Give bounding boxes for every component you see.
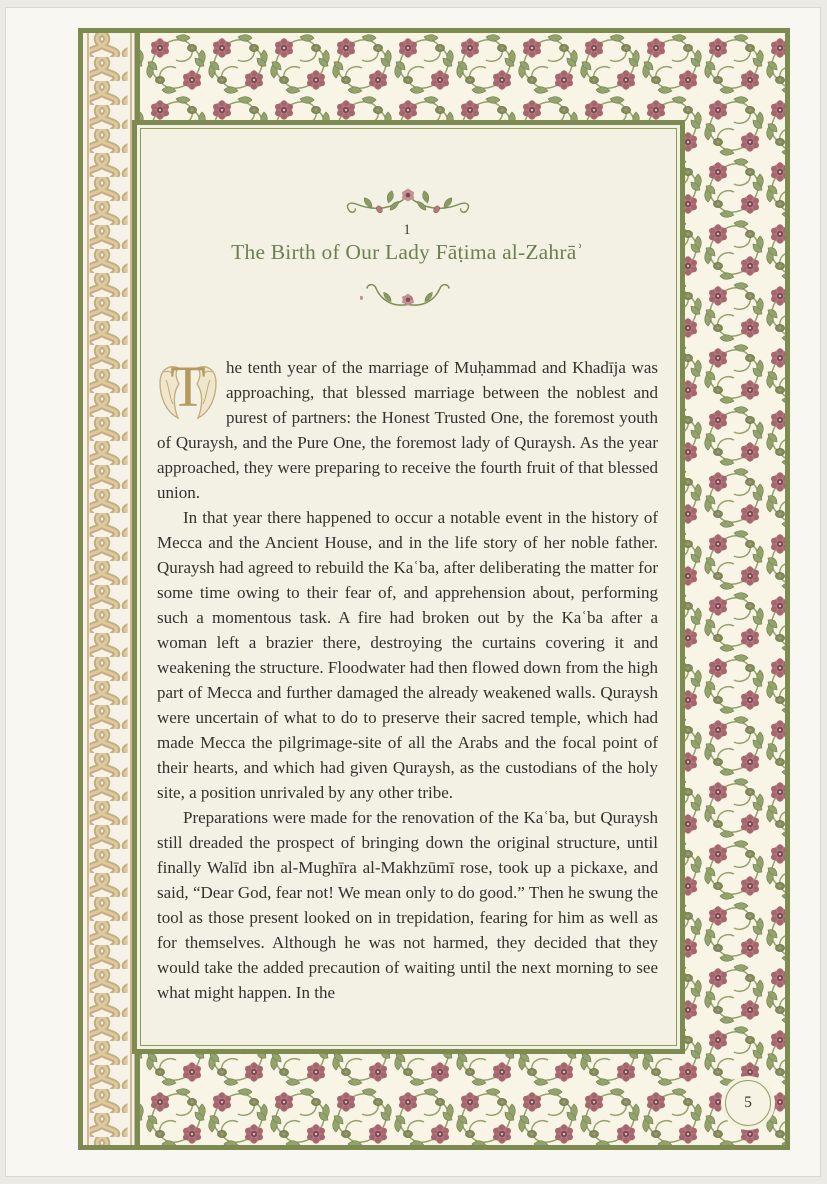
- page-number-badge: [725, 1080, 771, 1126]
- text-panel-inner-rule: [140, 128, 677, 1046]
- drop-cap-letter: T: [170, 354, 206, 419]
- body-text: [157, 355, 658, 1005]
- floral-spray-small-icon: [360, 281, 456, 311]
- paragraph: [157, 355, 658, 505]
- page-number: 5: [744, 1094, 752, 1111]
- book-page: [5, 7, 821, 1177]
- floral-spray-icon: [333, 187, 483, 221]
- paragraph: Preparations were made for the renovation of the Kaʿba, but Quraysh still dreaded the prospect of bringing down the original structure, until finally Walīd ibn al-Mughīra al-Makhzūmī rose, took up a pickaxe, and said, “Dear God, fear not! We mean only to do good.” Then he swung the tool as those present looked on in trepidation, fearing for him as well as for themselves. Although he was not harmed, they decided that they would take the added precaution of waiting until the next morning to see what might happen. In the: [157, 808, 658, 1002]
- chapter-number: 1: [403, 222, 412, 238]
- paragraph: In that year there happened to occur a notable event in the history of Mecca and the Ancient House, and in the life story of her noble father. Quraysh had agreed to rebuild the Kaʿba, after deliberating the matter for some time owing to their fear of, and apprehension about, performing such a momentous task. A fire had broken out by the Kaʿba after a woman left a brazier there, destroying the curtains covering it and weakening the structure. Floodwater had then flowed down from the high part of Mecca and further damaged the already weakened walls. Quraysh were uncertain of what to do to preserve their sacred temple, which had made Mecca the pilgrimage-site of all the Arabs and the focal point of their hearts, and which had given Quraysh, as the custodians of the holy site, a position unrivaled by any other tribe.: [157, 508, 658, 802]
- chapter-title: The Birth of Our Lady Fāṭima al-Zahrāʾ: [231, 240, 584, 264]
- decorative-frame: [78, 28, 790, 1150]
- paragraph-text: he tenth year of the marriage of Muḥammad and Khadīja was approaching, that blessed marriage between the noblest and purest of partners: the Honest Trusted One, the foremost youth of Quraysh, and the Pure One, the foremost lady of Quraysh. As the year approached, they were preparing to receive the fourth fruit of that blessed union.: [157, 358, 658, 502]
- text-panel: [132, 120, 685, 1054]
- drop-cap: [157, 354, 219, 430]
